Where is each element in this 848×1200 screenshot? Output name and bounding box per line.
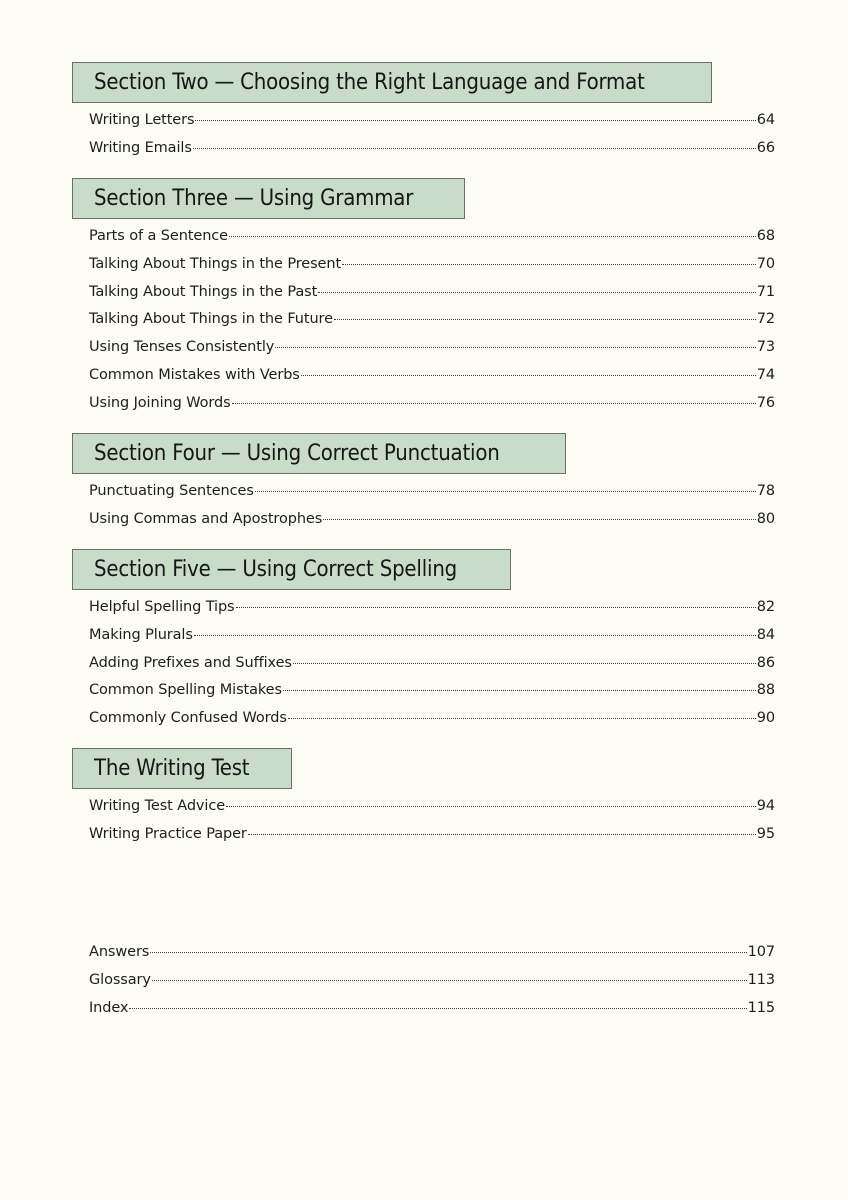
dot-leader (129, 1008, 746, 1009)
writing-test-heading: The Writing Test (72, 748, 292, 789)
dot-leader (334, 319, 756, 320)
toc-entry[interactable] (89, 622, 775, 650)
dot-leader (288, 718, 756, 719)
entry-title: Talking About Things in the Past (89, 283, 318, 300)
entry-title: Common Mistakes with Verbs (89, 366, 300, 383)
dot-leader (255, 491, 756, 492)
toc-entry[interactable] (89, 821, 775, 849)
entry-title: Talking About Things in the Future (89, 311, 333, 328)
entry-page-number: 86 (756, 654, 775, 671)
entry-page-number: 82 (756, 599, 775, 615)
entry-page-number: 68 (756, 228, 775, 244)
entry-title: Index (89, 999, 129, 1016)
toc-entry-answers[interactable] (89, 939, 775, 967)
section-five-entries (89, 594, 775, 733)
entry-page-number: 64 (756, 112, 775, 128)
toc-entry[interactable] (89, 650, 775, 678)
entry-title: Using Joining Words (89, 394, 231, 411)
entry-title: Common Spelling Mistakes (89, 682, 282, 699)
toc-entry-index[interactable] (89, 995, 775, 1023)
entry-title: Making Plurals (89, 626, 193, 643)
entry-page-number: 113 (747, 971, 775, 988)
dot-leader (275, 347, 755, 348)
section-two-heading: Section Two — Choosing the Right Language and Format (72, 62, 712, 103)
dot-leader (229, 236, 756, 237)
toc-entry[interactable] (89, 793, 775, 821)
entry-page-number: 80 (756, 510, 775, 527)
toc-entry[interactable] (89, 334, 775, 362)
entry-page-number: 71 (756, 283, 775, 300)
dot-leader (301, 375, 756, 376)
writing-test-entries (89, 793, 775, 849)
dot-leader (293, 663, 756, 664)
toc-entry[interactable] (89, 279, 775, 307)
dot-leader (248, 834, 756, 835)
entry-title: Parts of a Sentence (89, 228, 228, 244)
dot-leader (194, 635, 756, 636)
section-two-entries (89, 107, 775, 163)
entry-title: Talking About Things in the Present (89, 255, 342, 272)
entry-page-number: 107 (747, 944, 775, 960)
entry-page-number: 95 (756, 825, 775, 842)
entry-page-number: 115 (747, 999, 775, 1016)
entry-page-number: 70 (756, 255, 775, 272)
entry-page-number: 78 (756, 483, 775, 499)
dot-leader (152, 980, 747, 981)
section-four-entries (89, 478, 775, 534)
dot-leader (226, 806, 756, 807)
entry-page-number: 73 (756, 339, 775, 356)
toc-entry[interactable] (89, 107, 775, 135)
toc-entry[interactable] (89, 594, 775, 622)
toc-entry[interactable] (89, 362, 775, 390)
toc-entry-glossary[interactable] (89, 967, 775, 995)
toc-entry[interactable] (89, 223, 775, 251)
toc-entry[interactable] (89, 478, 775, 506)
entry-title: Using Commas and Apostrophes (89, 510, 323, 527)
toc-entry[interactable] (89, 677, 775, 705)
entry-page-number: 66 (756, 139, 775, 156)
dot-leader (193, 148, 756, 149)
entry-title: Glossary (89, 971, 151, 988)
entry-title: Adding Prefixes and Suffixes (89, 654, 292, 671)
toc-entry[interactable] (89, 251, 775, 279)
entry-page-number: 88 (756, 682, 775, 699)
entry-title: Writing Test Advice (89, 798, 226, 814)
dot-leader (150, 952, 746, 953)
section-four-heading: Section Four — Using Correct Punctuation (72, 433, 566, 474)
entry-page-number: 76 (756, 394, 775, 411)
entry-page-number: 84 (756, 626, 775, 643)
entry-title: Commonly Confused Words (89, 710, 287, 727)
entry-page-number: 90 (756, 710, 775, 727)
dot-leader (232, 403, 756, 404)
dot-leader (195, 120, 755, 121)
entry-title: Using Tenses Consistently (89, 339, 275, 356)
section-three-entries (89, 223, 775, 418)
entry-title: Helpful Spelling Tips (89, 599, 235, 615)
toc-entry[interactable] (89, 705, 775, 733)
entry-page-number: 72 (756, 311, 775, 328)
section-three-heading: Section Three — Using Grammar (72, 178, 465, 219)
toc-entry[interactable] (89, 506, 775, 534)
dot-leader (323, 519, 756, 520)
toc-entry[interactable] (89, 135, 775, 163)
dot-leader (236, 607, 756, 608)
entry-page-number: 74 (756, 366, 775, 383)
back-matter-entries (89, 939, 775, 1022)
dot-leader (283, 690, 756, 691)
entry-title: Punctuating Sentences (89, 483, 254, 499)
toc-entry[interactable] (89, 390, 775, 418)
dot-leader (342, 264, 756, 265)
dot-leader (318, 292, 756, 293)
section-five-heading: Section Five — Using Correct Spelling (72, 549, 511, 590)
entry-title: Writing Practice Paper (89, 825, 247, 842)
entry-title: Answers (89, 944, 150, 960)
entry-page-number: 94 (756, 798, 775, 814)
toc-entry[interactable] (89, 306, 775, 334)
entry-title: Writing Emails (89, 139, 192, 156)
entry-title: Writing Letters (89, 112, 195, 128)
